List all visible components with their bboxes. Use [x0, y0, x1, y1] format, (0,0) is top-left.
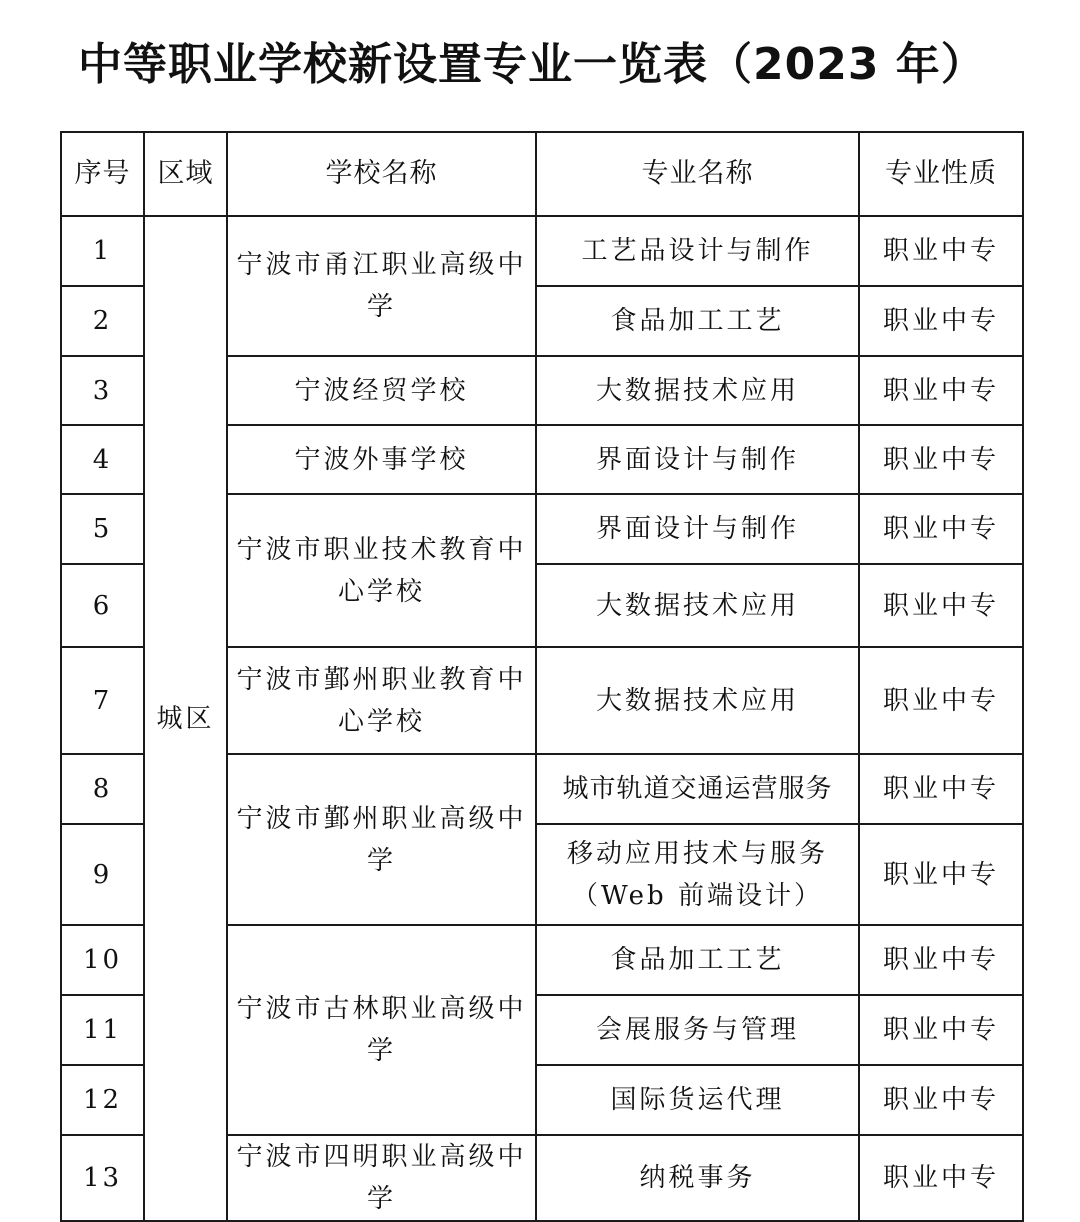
seq-cell: 7	[61, 647, 144, 754]
major-cell: 大数据技术应用	[536, 564, 859, 647]
major-cell: 工艺品设计与制作	[536, 216, 859, 286]
nature-cell: 职业中专	[859, 356, 1023, 425]
school-cell: 宁波外事学校	[227, 425, 536, 494]
major-cell: 城市轨道交通运营服务	[536, 754, 859, 824]
seq-cell: 11	[61, 995, 144, 1065]
nature-cell: 职业中专	[859, 824, 1023, 925]
header-nature: 专业性质	[859, 132, 1023, 216]
school-cell: 宁波市四明职业高级中学	[227, 1135, 536, 1221]
page-title: 中等职业学校新设置专业一览表（2023 年）	[78, 39, 986, 90]
nature-cell: 职业中专	[859, 1065, 1023, 1135]
region-cell: 城区	[144, 216, 227, 1221]
school-cell: 宁波市鄞州职业教育中心学校	[227, 647, 536, 754]
seq-cell: 3	[61, 356, 144, 425]
school-cell: 宁波市甬江职业高级中学	[227, 216, 536, 356]
major-cell: 界面设计与制作	[536, 425, 859, 494]
table-header-row	[61, 132, 1023, 216]
nature-cell: 职业中专	[859, 494, 1023, 564]
seq-cell: 1	[61, 216, 144, 286]
nature-cell: 职业中专	[859, 647, 1023, 754]
major-cell: 大数据技术应用	[536, 647, 859, 754]
major-cell: 食品加工工艺	[536, 925, 859, 995]
school-cell: 宁波经贸学校	[227, 356, 536, 425]
seq-cell: 8	[61, 754, 144, 824]
major-cell: 纳税事务	[536, 1135, 859, 1221]
table-row	[61, 216, 1023, 286]
seq-cell: 4	[61, 425, 144, 494]
seq-cell: 10	[61, 925, 144, 995]
major-cell: 移动应用技术与服务（Web 前端设计）	[536, 824, 859, 925]
seq-cell: 2	[61, 286, 144, 356]
nature-cell: 职业中专	[859, 1135, 1023, 1221]
nature-cell: 职业中专	[859, 286, 1023, 356]
seq-cell: 9	[61, 824, 144, 925]
major-cell: 食品加工工艺	[536, 286, 859, 356]
school-cell: 宁波市鄞州职业高级中学	[227, 754, 536, 925]
nature-cell: 职业中专	[859, 754, 1023, 824]
major-cell: 国际货运代理	[536, 1065, 859, 1135]
nature-cell: 职业中专	[859, 925, 1023, 995]
header-seq: 序号	[61, 132, 144, 216]
nature-cell: 职业中专	[859, 995, 1023, 1065]
school-cell: 宁波市职业技术教育中心学校	[227, 494, 536, 647]
seq-cell: 13	[61, 1135, 144, 1221]
major-table	[60, 131, 1024, 1222]
header-major: 专业名称	[536, 132, 859, 216]
nature-cell: 职业中专	[859, 564, 1023, 647]
major-cell: 大数据技术应用	[536, 356, 859, 425]
seq-cell: 12	[61, 1065, 144, 1135]
nature-cell: 职业中专	[859, 425, 1023, 494]
header-region: 区域	[144, 132, 227, 216]
seq-cell: 6	[61, 564, 144, 647]
school-cell: 宁波市古林职业高级中学	[227, 925, 536, 1135]
nature-cell: 职业中专	[859, 216, 1023, 286]
major-cell: 会展服务与管理	[536, 995, 859, 1065]
header-school: 学校名称	[227, 132, 536, 216]
major-cell: 界面设计与制作	[536, 494, 859, 564]
seq-cell: 5	[61, 494, 144, 564]
